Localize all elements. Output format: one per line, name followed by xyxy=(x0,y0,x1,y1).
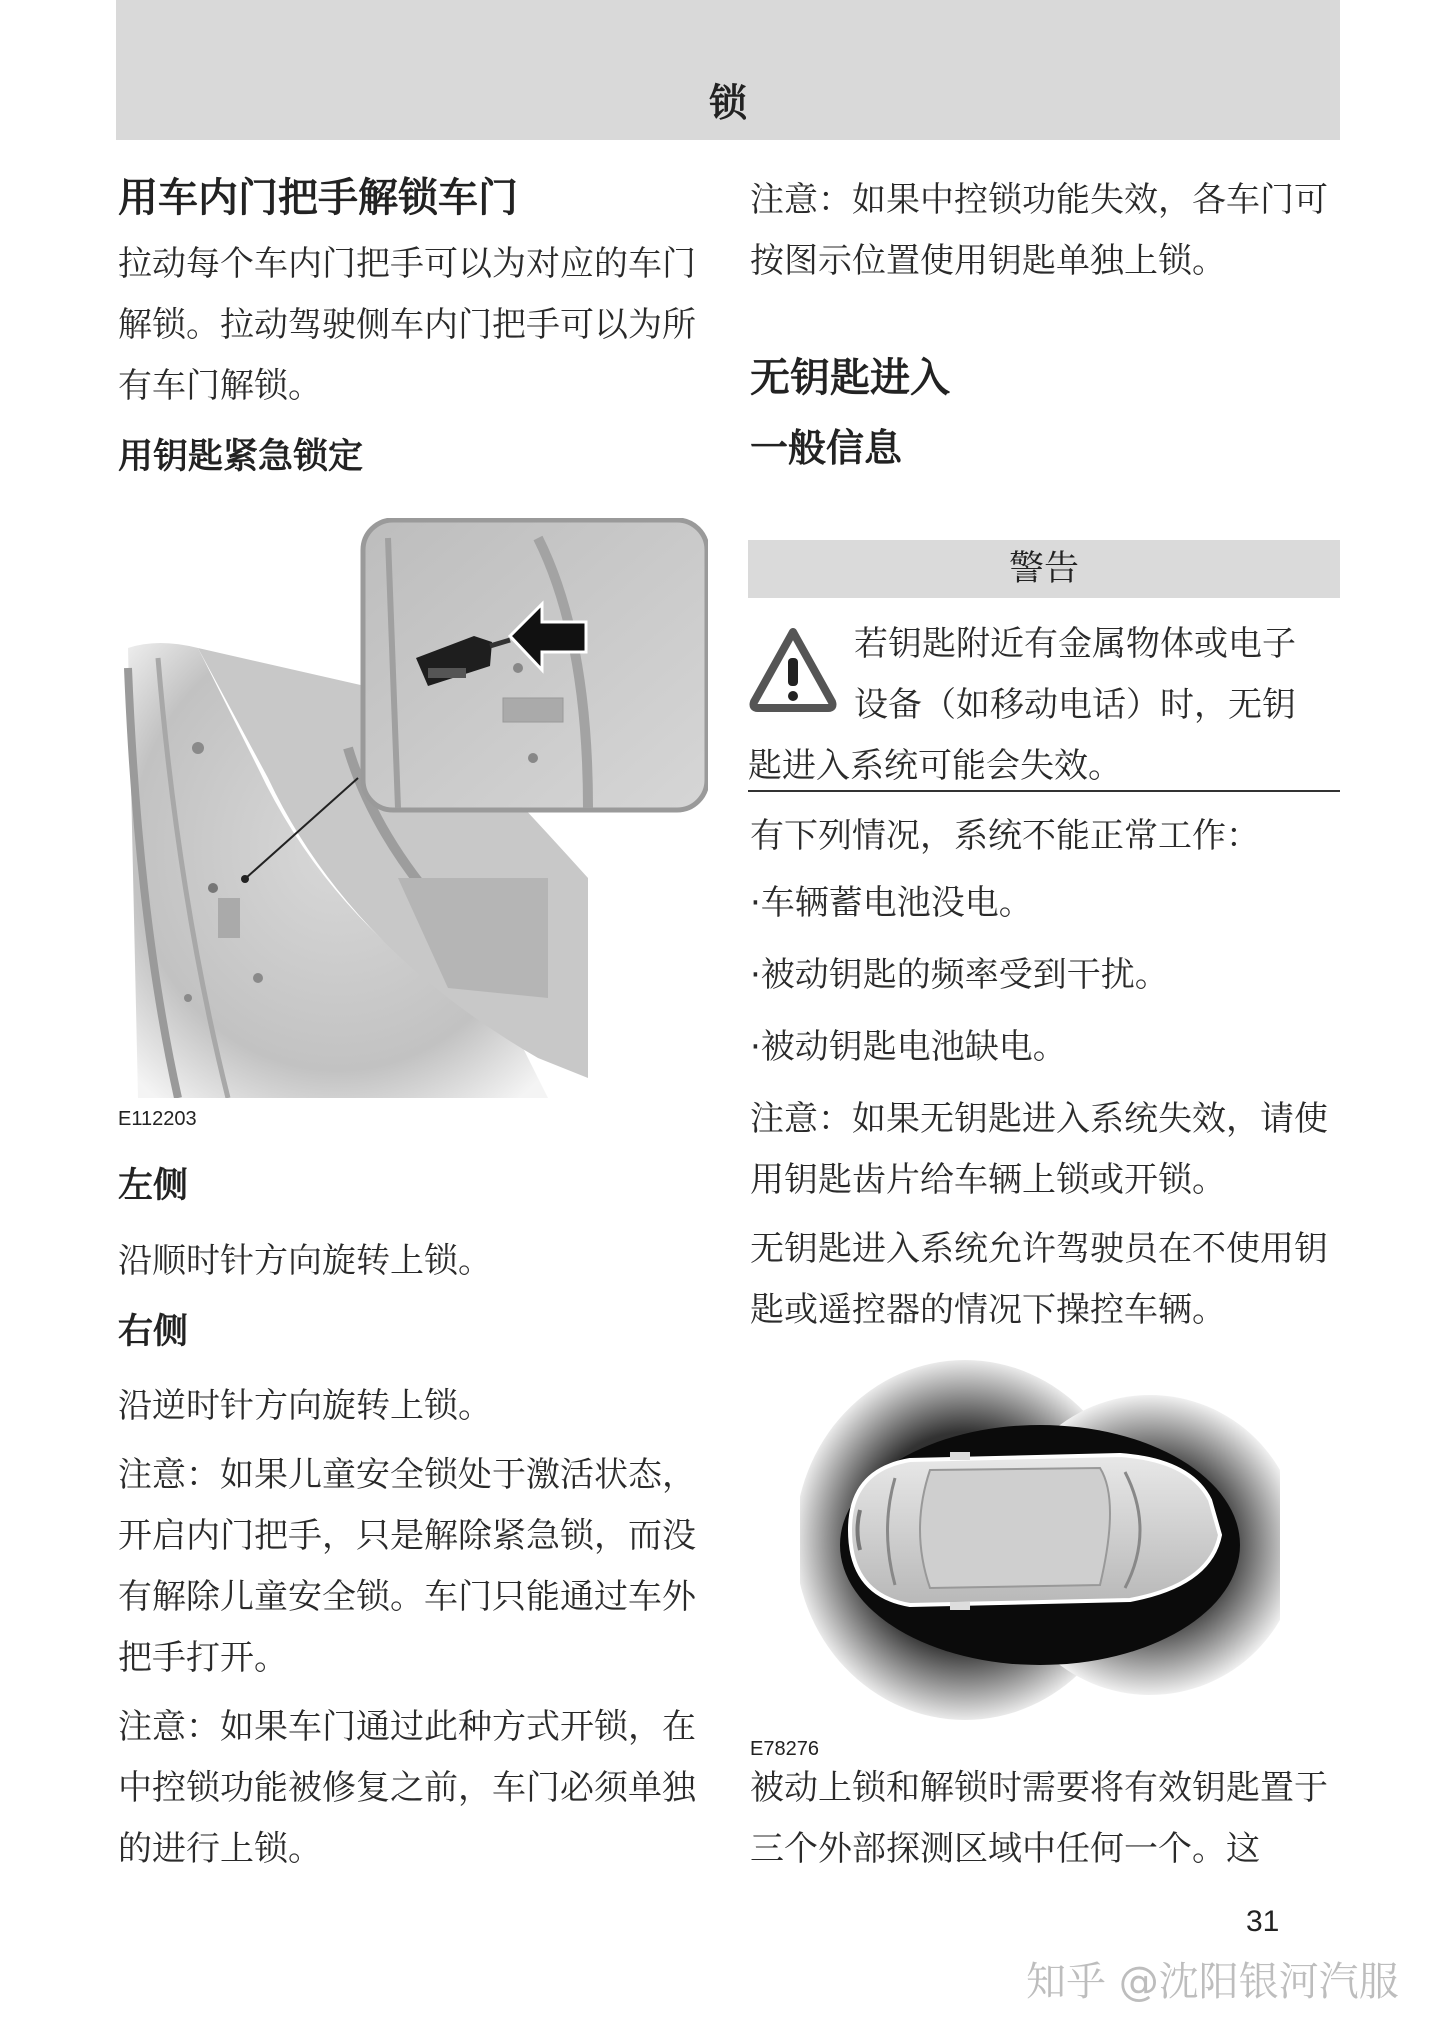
left-column-top xyxy=(118,170,708,484)
paragraph-right-side: 沿逆时针方向旋转上锁。 xyxy=(118,1386,492,1426)
figure-detection-zones xyxy=(750,1360,1280,1760)
warning-text-line-2: 设备（如移动电话）时，无钥 xyxy=(854,685,1296,725)
car-detection-illustration xyxy=(800,1360,1280,1720)
paragraph-left-side: 沿顺时针方向旋转上锁。 xyxy=(118,1240,492,1281)
heading-right-side: 右侧 xyxy=(118,1311,189,1352)
page-number: 31 xyxy=(1246,1905,1280,1938)
note-keyless-fail: 注意：如果无钥匙进入系统失效，请使用钥匙齿片给车辆上锁或开锁。 xyxy=(750,1099,1328,1200)
warning-divider xyxy=(748,790,1340,792)
bullet-key-battery-low: ·被动钥匙电池缺电。 xyxy=(750,1027,1067,1067)
heading-unlock-inner-handle: 用车内门把手解锁车门 xyxy=(118,175,518,221)
chapter-title: 锁 xyxy=(708,81,747,125)
left-column-bottom xyxy=(118,1160,708,1880)
note-unlock-way: 注意：如果车门通过此种方式开锁，在中控锁功能被修复之前，车门必须单独的进行上锁。 xyxy=(118,1707,696,1869)
right-column-top xyxy=(750,170,1340,475)
warning-label-box: 警告 xyxy=(748,540,1340,598)
warning-triangle-icon xyxy=(748,624,838,716)
right-column-middle xyxy=(750,806,1340,1341)
note-central-lock: 注意：如果中控锁功能失效，各车门可按图示位置使用钥匙单独上锁。 xyxy=(750,180,1328,281)
paragraph-passive-lock: 被动上锁和解锁时需要将有效钥匙置于三个外部探测区域中任何一个。这 xyxy=(750,1768,1328,1869)
heading-left-side: 左侧 xyxy=(118,1166,189,1206)
door-illustration xyxy=(118,518,708,1098)
bullet-frequency-interference: ·被动钥匙的频率受到干扰。 xyxy=(750,955,1169,995)
paragraph-conditions: 有下列情况，系统不能正常工作： xyxy=(750,816,1260,856)
right-column-bottom xyxy=(750,1758,1340,1880)
figure-door-key-lock xyxy=(118,518,708,1130)
heading-keyless-entry: 无钥匙进入 xyxy=(750,355,950,401)
paragraph-keyless-description: 无钥匙进入系统允许驾驶员在不使用钥匙或遥控器的情况下操控车辆。 xyxy=(750,1229,1328,1330)
watermark: 知乎 @沈阳银河汽服 xyxy=(1026,1959,1399,2005)
figure-code-left: E112203 xyxy=(118,1108,197,1130)
header-band xyxy=(116,0,1340,140)
paragraph-unlock-inner-handle: 拉动每个车内门把手可以为对应的车门解锁。拉动驾驶侧车内门把手可以为所有车门解锁。 xyxy=(118,244,696,406)
heading-general-info: 一般信息 xyxy=(750,426,903,470)
bullet-battery-dead: ·车辆蓄电池没电。 xyxy=(750,883,1033,923)
heading-emergency-lock: 用钥匙紧急锁定 xyxy=(118,437,364,477)
warning-block xyxy=(748,614,1340,797)
warning-text-line-3: 匙进入系统可能会失效。 xyxy=(748,746,1122,786)
note-child-lock: 注意：如果儿童安全锁处于激活状态，开启内门把手，只是解除紧急锁，而没有解除儿童安全锁。车门只能通过车外把手打开。 xyxy=(118,1455,696,1678)
figure-code-right: E78276 xyxy=(750,1738,819,1760)
warning-text-line-1: 若钥匙附近有金属物体或电子 xyxy=(854,624,1296,664)
